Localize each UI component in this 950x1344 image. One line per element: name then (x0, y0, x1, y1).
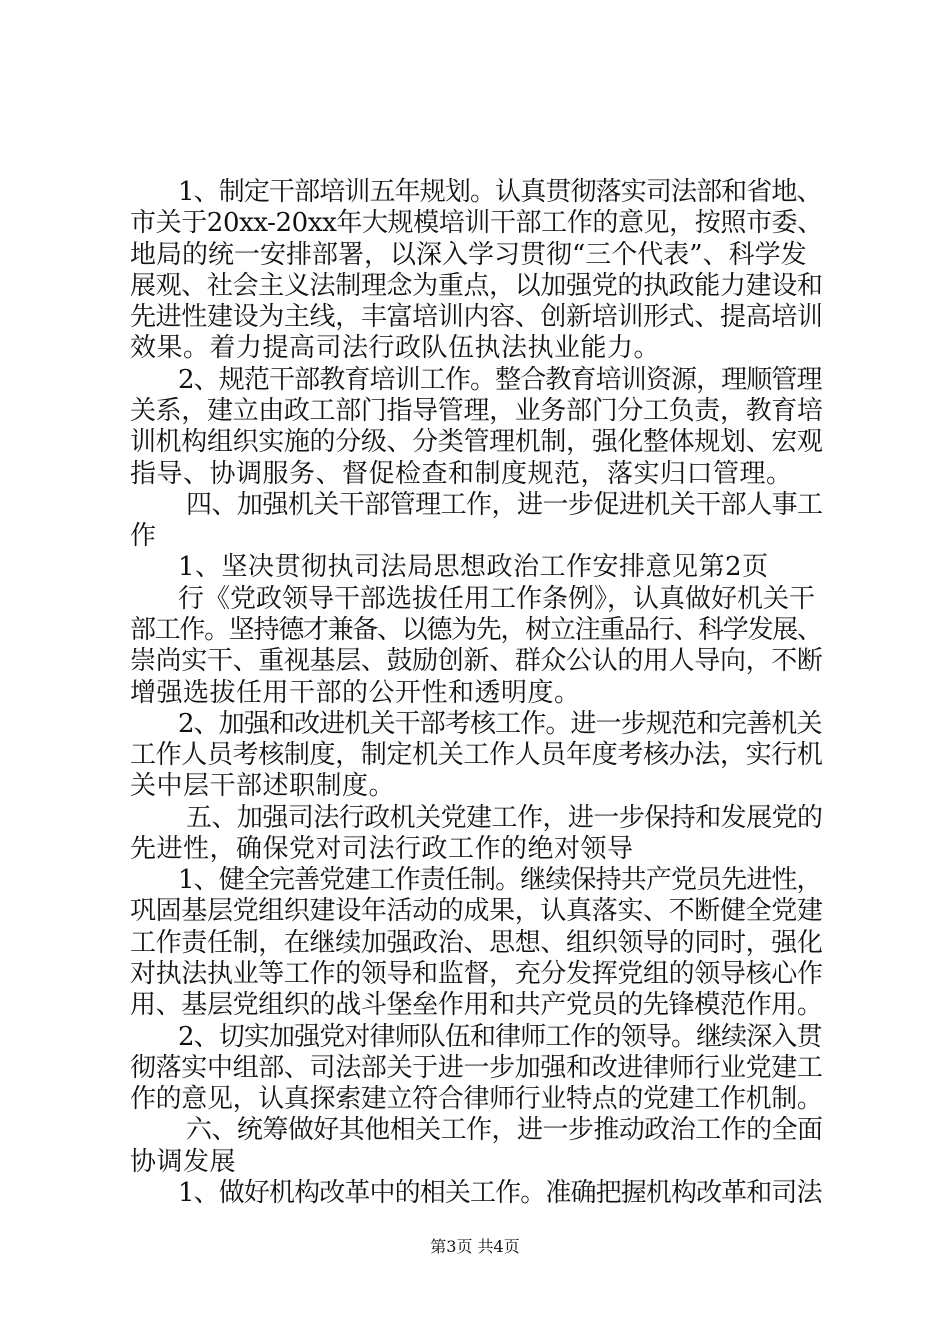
text-line: 巩固基层党组织建设年活动的成果，认真落实、不断健全党建 (130, 896, 823, 926)
text-line: 增强选拔任用干部的公开性和透明度。 (130, 678, 581, 708)
text-line: 工作责任制，在继续加强政治、思想、组织领导的同时，强化 (130, 928, 823, 958)
text-line: 彻落实中组部、司法部关于进一步加强和改进律师行业党建工 (130, 1053, 823, 1083)
text-line: 市关于20xx-20xx年大规模培训干部工作的意见，按照市委、 (130, 208, 823, 238)
section-heading: 作 (130, 521, 157, 551)
text-line: 展观、社会主义法制理念为重点，以加强党的执政能力建设和 (130, 271, 823, 301)
section-heading: 四、加强机关干部管理工作，进一步促进机关干部人事工 (186, 490, 823, 520)
text-line: 行《党政领导干部选拔任用工作条例》，认真做好机关干 (178, 584, 816, 614)
section-heading: 五、加强司法行政机关党建工作，进一步保持和发展党的 (186, 803, 823, 833)
text-line: 2、加强和改进机关干部考核工作。进一步规范和完善机关 (178, 709, 822, 739)
text-line: 崇尚实干、重视基层、鼓励创新、群众公认的用人导向，不断 (130, 646, 823, 676)
text-line: 1、健全完善党建工作责任制。继续保持共产党员先进性， (178, 865, 822, 895)
text-line: 先进性建设为主线，丰富培训内容、创新培训形式、提高培训 (130, 302, 823, 332)
text-line: 2、规范干部教育培训工作。整合教育培训资源，理顺管理 (178, 365, 822, 395)
section-heading: 协调发展 (130, 1147, 237, 1177)
text-line: 部工作。坚持德才兼备、以德为先，树立注重品行、科学发展、 (130, 615, 822, 645)
text-line: 工作人员考核制度，制定机关工作人员年度考核办法，实行机 (130, 740, 823, 770)
text-line: 1、制定干部培训五年规划。认真贯彻落实司法部和省地、 (178, 177, 822, 207)
text-line: 1、做好机构改革中的相关工作。准确把握机构改革和司法 (178, 1178, 822, 1208)
section-heading: 六、统筹做好其他相关工作，进一步推动政治工作的全面 (186, 1115, 823, 1145)
text-line: 作的意见，认真探索建立符合律师行业特点的党建工作机制。 (130, 1084, 823, 1114)
text-line: 效果。着力提高司法行政队伍执法执业能力。 (130, 333, 661, 363)
text-line: 2、切实加强党对律师队伍和律师工作的领导。继续深入贯 (178, 1022, 822, 1052)
section-heading: 先进性，确保党对司法行政工作的绝对领导 (130, 834, 634, 864)
text-line: 地局的统一安排部署，以深入学习贯彻“三个代表”、科学发 (130, 240, 807, 270)
text-line: 关中层干部述职制度。 (130, 771, 396, 801)
page-footer: 第3页 共4页 (430, 1237, 520, 1256)
text-line: 指导、协调服务、督促检查和制度规范，落实归口管理。 (130, 459, 793, 489)
text-line: 对执法执业等工作的领导和监督，充分发挥党组的领导核心作 (130, 959, 823, 989)
text-line: 用、基层党组织的战斗堡垒作用和共产党员的先锋模范作用。 (130, 990, 823, 1020)
text-line: 关系，建立由政工部门指导管理，业务部门分工负责，教育培 (130, 396, 823, 426)
text-line: 1、坚决贯彻执司法局思想政治工作安排意见第2页 (178, 552, 769, 582)
text-line: 训机构组织实施的分级、分类管理机制，强化整体规划、宏观 (130, 427, 823, 457)
